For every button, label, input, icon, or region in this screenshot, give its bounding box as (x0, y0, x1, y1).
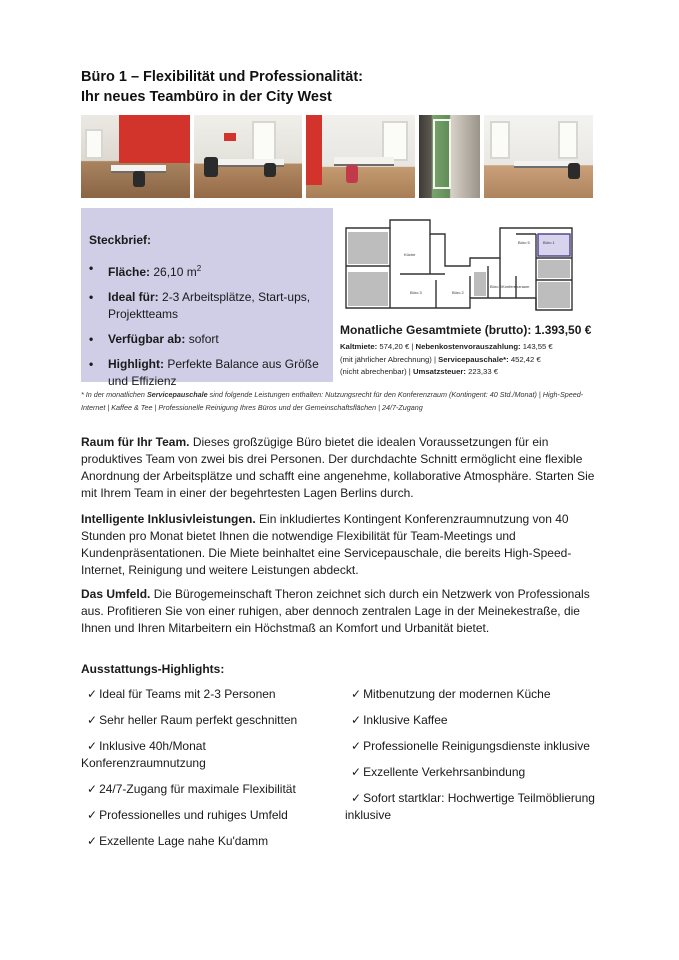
check-icon: ✓ (87, 687, 98, 701)
steckbrief-item-highlight: • Highlight: Perfekte Balance aus Größe und Effizienz (89, 356, 325, 390)
feature-item: ✓ 24/7-Zugang für maximale Flexibilität (87, 782, 296, 796)
feature-item: ✓ Professionelles und ruhiges Umfeld (87, 808, 288, 822)
plan-label-konferenz: Konferenzraum (502, 284, 530, 289)
check-icon: ✓ (351, 739, 362, 753)
features-left-column (81, 686, 331, 859)
feature-item: ✓ Sofort startklar: Hochwertige Teilmöblierung inklusive (345, 791, 595, 822)
feature-item: ✓ Mitbenutzung der modernen Küche (351, 687, 551, 701)
feature-item: ✓ Inklusive 40h/Monat Konferenzraumnutzung (81, 739, 206, 770)
plan-label-buero-4: Büro 4 (490, 284, 502, 289)
photo-strip (81, 115, 593, 198)
check-icon: ✓ (87, 834, 98, 848)
feature-item: ✓ Sehr heller Raum perfekt geschnitten (87, 713, 298, 727)
check-icon: ✓ (351, 765, 362, 779)
rent-details: Kaltmiete: 574,20 € | Nebenkostenvorauszahlung: 143,55 € (mit jährlicher Abrechnung) | Servicepauschale*: 452,42 € (nicht abrechenbar) | Umsatzsteuer: 223,33 € (340, 342, 553, 376)
check-icon: ✓ (87, 713, 98, 727)
rent-total: Monatliche Gesamtmiete (brutto): 1.393,50 € (340, 323, 592, 337)
footnote: * In der monatlichen Servicepauschale sind folgende Leistungen enthalten: Nutzungsrecht für den Konferenzraum (Kontingent: 40 Std./Monat) | High-Speed-Internet | Kaffee & Tee | Professionelle Reinigung Ihres Büros und der Gemeinschaftsflächen | 24/7-Zugang (81, 390, 584, 412)
plan-label-kueche: Küche (404, 252, 416, 257)
paragraph-inklusivleistungen: Intelligente Inklusivleistungen. Ein inkludiertes Kontingent Konferenzraumnutzung von 40 Stunden pro Monat bietet Ihnen die notwendige Flexibilität für Team-Meetings und Kundenpräsentationen. Die Miete beinhaltet eine Servicepauschale, die bereits High-Speed-Internet, Reinigung und weitere Leistungen abdeckt. (81, 512, 572, 577)
features-right-column (345, 686, 595, 833)
check-icon: ✓ (351, 687, 362, 701)
plan-label-buero-3: Büro 3 (410, 290, 422, 295)
check-icon: ✓ (87, 739, 98, 753)
check-icon: ✓ (351, 791, 362, 805)
office-photo-3 (306, 115, 415, 198)
paragraph-umfeld: Das Umfeld. Die Bürogemeinschaft Theron zeichnet sich durch ein Netzwerk von Professionals aus. Profitieren Sie von einer ruhigen, aber dennoch zentralen Lage in der Meinekestraße, die Ihnen und Ihren Mitarbeitern ein Höchstmaß an Komfort und Urbanität bietet. (81, 587, 590, 635)
office-photo-window (419, 115, 481, 198)
plan-label-buero-2: Büro 2 (452, 290, 464, 295)
rent-block (340, 322, 600, 379)
paragraph-team: Raum für Ihr Team. Dieses großzügige Büro bietet die idealen Voraussetzungen für ein produktives Team von zwei bis drei Personen. Der durchdachte Schnitt ermöglicht eine flexible Anordnung der Arbeitsplätze und schafft eine angenehme, kollaborative Atmosphäre. Starten Sie mit Ihrem Team in einer der begehrtesten Lagen Berlins durch. (81, 435, 595, 500)
check-icon: ✓ (87, 782, 98, 796)
feature-item: ✓ Exzellente Lage nahe Ku'damm (87, 834, 269, 848)
office-photo-5 (484, 115, 593, 198)
steckbrief-item-flaeche: • Fläche: 26,10 $m^2$ (89, 260, 325, 281)
steckbrief-item-verfuegbar: • Verfügbar ab: sofort (89, 331, 325, 348)
steckbrief-box (81, 208, 333, 388)
floor-plan (340, 214, 576, 314)
plan-label-buero-5: Büro 5 (518, 240, 530, 245)
steckbrief-item-ideal: • Ideal für: 2-3 Arbeitsplätze, Start-ups, Projektteams (89, 289, 325, 323)
plan-label-buero-1: Büro 1 (543, 240, 555, 245)
title-line-1: Büro 1 – Flexibilität und Professionalität: (81, 69, 363, 85)
feature-item: ✓ Ideal für Teams mit 2-3 Personen (87, 687, 276, 701)
steckbrief-heading: Steckbrief: (89, 233, 152, 247)
office-photo-1 (81, 115, 190, 198)
check-icon: ✓ (87, 808, 98, 822)
office-photo-2 (194, 115, 303, 198)
page-title (81, 67, 363, 107)
check-icon: ✓ (351, 713, 362, 727)
feature-item: ✓ Professionelle Reinigungsdienste inklusive (351, 739, 590, 753)
title-line-2: Ihr neues Teambüro in der City West (81, 89, 332, 105)
features-heading: Ausstattungs-Highlights: (81, 662, 225, 676)
feature-item: ✓ Inklusive Kaffee (351, 713, 448, 727)
steckbrief-list (89, 260, 325, 390)
feature-item: ✓ Exzellente Verkehrsanbindung (351, 765, 526, 779)
